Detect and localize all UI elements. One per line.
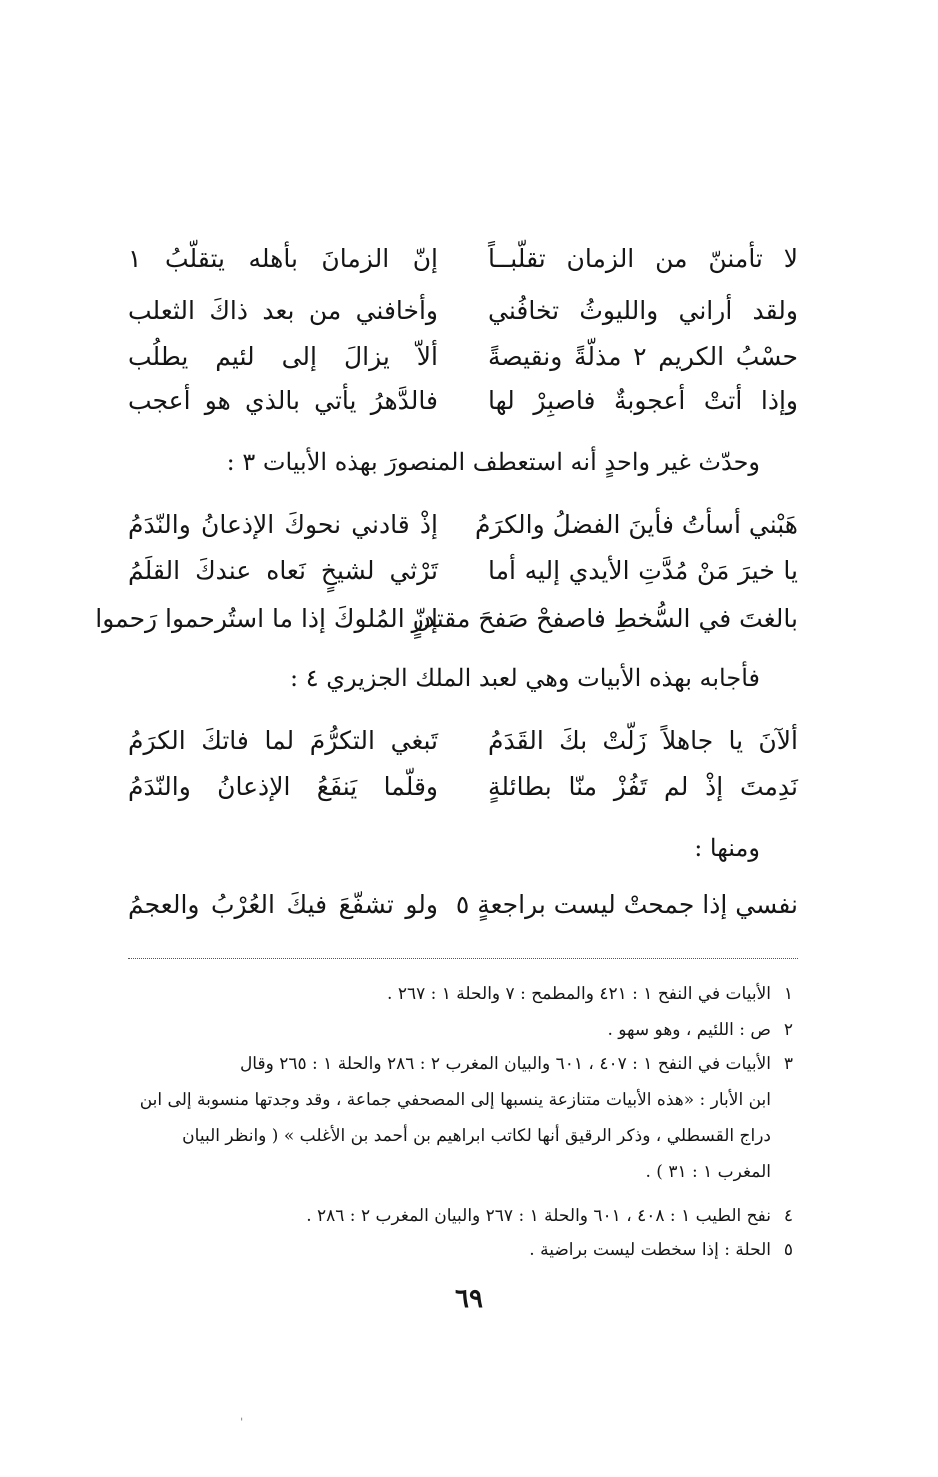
footnote-text: الأبيات في النفح ١ : ٤٢١ والمطمح : ٧ والحلة ١ : ٢٦٧ . <box>387 984 771 1004</box>
verse-second-hemistich: إنّ الزمانَ بأهله يتقلّبُ ١ <box>128 243 438 273</box>
footnote-continuation <box>645 1162 793 1182</box>
verse-line <box>128 884 798 924</box>
verse-line <box>128 550 798 590</box>
verse-second-hemistich: تَرْثي لشيخٍ نَعاه عندكَ القلَمُ <box>128 555 438 585</box>
verse-line <box>128 720 798 760</box>
verse-second-hemistich: تَبغي التكرُّمَ لما فاتكَ الكرَمُ <box>128 725 438 755</box>
footnote <box>240 1054 793 1074</box>
footnote-number: ٥ <box>783 1240 793 1260</box>
verse-second-hemistich: وقلّما يَنفَعُ الإذعانُ والنّدَمُ <box>128 771 438 801</box>
footnote-text: ابن الأبار : «هذه الأبيات متنازعة ينسبها إلى المصحفي جماعة ، وقد وجدتها منسوبة إلى ابن <box>139 1090 771 1110</box>
footnote-number: ٤ <box>783 1206 793 1226</box>
verse-first-hemistich: لا تأمننّ من الزمان تقلّبــاً <box>488 243 798 273</box>
verse-second-hemistich: إنّ المُلوكَ إذا ما استُرحموا رَحموا <box>95 603 438 633</box>
prose-paragraph: ومنها : <box>694 834 760 862</box>
prose-paragraph: فأجابه بهذه الأبيات وهي لعبد الملك الجزيري ٤ : <box>289 664 760 692</box>
verse-line <box>128 290 798 330</box>
footnote-text: دراج القسطلي ، وذكر الرقيق أنها لكاتب ابراهيم بن أحمد بن الأغلب » ( وانظر البيان <box>182 1126 771 1146</box>
footnote-number: ٢ <box>783 1020 793 1040</box>
scan-speck: ˌ <box>240 1408 244 1422</box>
verse-first-hemistich: يا خيرَ مَنْ مُدَّتِ الأيدي إليه أما <box>488 555 798 585</box>
footnote <box>529 1240 793 1260</box>
verse-first-hemistich: هَبْني أسأتُ فأينَ الفضلُ والكرَمُ <box>474 509 798 539</box>
footnote <box>306 1206 793 1226</box>
verse-line <box>128 238 798 278</box>
footnote-text: الحلة : إذا سخطت ليست براضية . <box>529 1240 771 1260</box>
verse-line <box>95 598 798 638</box>
verse-second-hemistich: ولو تشفّعَ فيكَ العُرْبُ والعجمُ <box>128 889 438 919</box>
verse-first-hemistich: بالغتَ في السُّخطِ فاصفحْ صَفحَ مقتدرٍ <box>411 603 798 633</box>
footnote-text: الأبيات في النفح ١ : ٤٠٧ ، ٦٠١ والبيان المغرب ٢ : ٢٨٦ والحلة ١ : ٢٦٥ وقال <box>239 1054 771 1074</box>
verse-line <box>128 380 798 420</box>
verse-line <box>128 336 798 376</box>
verse-first-hemistich: ألآنَ يا جاهلاً زَلّتْ بكَ القَدَمُ <box>488 725 798 755</box>
verse-line <box>128 504 798 544</box>
verse-first-hemistich: حسْبُ الكريم ٢ مذلّةً ونقيصةً <box>488 341 798 371</box>
footnote-number: ١ <box>783 984 793 1004</box>
footnote-number: ٣ <box>783 1054 793 1074</box>
verse-first-hemistich: نفسي إذا جمحتْ ليست براجعةٍ ٥ <box>455 889 798 919</box>
footnote <box>387 984 793 1004</box>
verse-first-hemistich: وإذا أتتْ أعجوبةٌ فاصبِرْ لها <box>488 385 798 415</box>
verse-second-hemistich: إذْ قادني نحوكَ الإذعانُ والنّدَمُ <box>128 509 438 539</box>
footnote-separator <box>128 958 798 959</box>
verse-line <box>128 766 798 806</box>
verse-second-hemistich: وأخافني من بعد ذاكَ الثعلب <box>128 295 438 325</box>
footnote-text: ص : اللئيم ، وهو سهو . <box>607 1020 771 1040</box>
footnote-text: نفح الطيب ١ : ٤٠٨ ، ٦٠١ والحلة ١ : ٢٦٧ والبيان المغرب ٢ : ٢٨٦ . <box>306 1206 771 1226</box>
prose-paragraph: وحدّث غير واحدٍ أنه استعطف المنصورَ بهذه الأبيات ٣ : <box>226 448 760 476</box>
footnote-continuation <box>182 1126 793 1146</box>
verse-second-hemistich: ألاّ يزالَ إلى لئيم يطلُب <box>128 341 438 371</box>
verse-second-hemistich: فالدَّهرُ يأتي بالذي هو أعجب <box>128 385 438 415</box>
footnote-continuation <box>140 1090 793 1110</box>
verse-first-hemistich: نَدِمتَ إذْ لم تَفُزْ منّا بطائلةٍ <box>488 771 798 801</box>
footnote-text: المغرب ١ : ٣١ ) . <box>645 1162 771 1182</box>
verse-first-hemistich: ولقد أراني والليوثُ تخافُني <box>488 295 798 325</box>
footnote <box>607 1020 793 1040</box>
page-number: ٦٩ <box>455 1284 483 1314</box>
